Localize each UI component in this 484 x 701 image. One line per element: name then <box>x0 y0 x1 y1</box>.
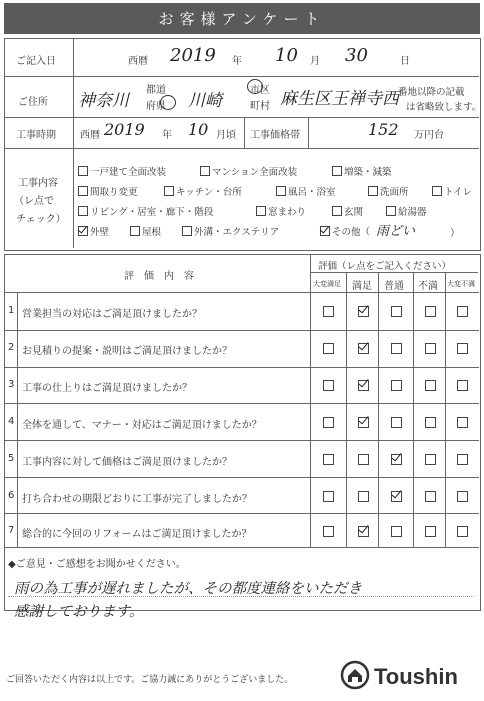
price-value: 152 <box>368 120 399 139</box>
construction-year-unit: 年 <box>162 130 172 141</box>
rating-checkbox-checked-icon[interactable] <box>358 306 369 317</box>
entry-date-label: ご記入日 <box>16 56 56 67</box>
rating-checkbox-icon[interactable] <box>425 491 436 502</box>
entry-date-day: 30 <box>345 45 368 66</box>
work-option-washroom[interactable]: 洗面所 <box>368 184 409 198</box>
rating-checkbox-icon[interactable] <box>391 343 402 354</box>
price-unit: 万円台 <box>414 130 444 141</box>
rating-checkbox-icon[interactable] <box>391 417 402 428</box>
rating-checkbox-icon[interactable] <box>323 526 334 537</box>
rating-checkbox-checked-icon[interactable] <box>358 526 369 537</box>
work-option-kitchen[interactable]: キッチン・台所 <box>164 184 242 198</box>
work-other-close: ） <box>450 228 460 239</box>
question-text: お見積りの提案・説明はご満足頂けましたか？ <box>22 346 232 357</box>
question-number: 2 <box>8 342 15 353</box>
rating-checkbox-icon[interactable] <box>358 491 369 502</box>
rating-checkbox-icon[interactable] <box>391 526 402 537</box>
rating-checkbox-checked-icon[interactable] <box>391 454 402 465</box>
rating-checkbox-icon[interactable] <box>457 526 468 537</box>
address-note-2: は省略致します。 <box>406 102 482 113</box>
question-number: 6 <box>8 490 15 501</box>
checkbox-icon <box>182 226 192 236</box>
construction-month-unit: 月頃 <box>216 130 236 141</box>
rating-checkbox-icon[interactable] <box>457 343 468 354</box>
checkbox-icon <box>200 166 210 176</box>
work-option-extension[interactable]: 増築・減築 <box>332 164 392 178</box>
work-option-mansion[interactable]: マンション全面改装 <box>200 164 297 178</box>
entry-date-year: 2019 <box>170 45 216 66</box>
checkbox-icon <box>386 206 396 216</box>
rating-checkbox-icon[interactable] <box>425 526 436 537</box>
brand-name: Toushin <box>374 664 458 689</box>
work-option-water-heater[interactable]: 給湯器 <box>386 204 427 218</box>
address-city-option-1: 市区 <box>250 85 270 96</box>
rating-checkbox-icon[interactable] <box>425 417 436 428</box>
rating-column-normal: 普通 <box>384 281 404 292</box>
rating-checkbox-icon[interactable] <box>323 417 334 428</box>
survey-title: お客様アンケート <box>4 3 480 34</box>
rating-checkbox-checked-icon[interactable] <box>358 380 369 391</box>
construction-month: 10 <box>188 120 209 139</box>
rating-checkbox-checked-icon[interactable] <box>358 343 369 354</box>
checkbox-checked-icon <box>320 226 330 236</box>
pref-circle-mark <box>160 95 176 110</box>
construction-period-label: 工事時期 <box>16 130 56 141</box>
comments-label: ◆ご意見・ご感想をお聞かせください。 <box>8 559 186 570</box>
rating-checkbox-icon[interactable] <box>425 380 436 391</box>
work-content-label-3: チェック） <box>16 214 66 225</box>
rating-checkbox-icon[interactable] <box>358 454 369 465</box>
city-circle-mark <box>247 79 263 94</box>
comments-line-1: 雨の為工事が遅れましたが、その都度連絡をいただき <box>14 581 362 597</box>
evaluation-rating-header: 評価（レ点をご記入ください） <box>318 261 452 272</box>
checkbox-checked-icon <box>78 226 88 236</box>
work-option-bath[interactable]: 風呂・浴室 <box>276 184 336 198</box>
address-prefecture: 神奈川 <box>78 91 129 111</box>
work-option-toilet[interactable]: トイレ <box>432 184 472 198</box>
rating-column-dissatisfied: 不満 <box>418 281 438 292</box>
address-label: ご住所 <box>18 97 48 108</box>
rating-checkbox-icon[interactable] <box>323 380 334 391</box>
question-text: 打ち合わせの期限どおりに工事が完了しましたか？ <box>22 494 252 505</box>
question-number: 1 <box>8 305 15 316</box>
work-option-exterior[interactable]: 外溝・エクステリア <box>182 224 279 238</box>
address-note-1: 番地以降の記載 <box>398 87 465 98</box>
rating-checkbox-icon[interactable] <box>425 343 436 354</box>
rating-checkbox-icon[interactable] <box>391 380 402 391</box>
rating-checkbox-icon[interactable] <box>457 454 468 465</box>
question-number: 4 <box>8 416 15 427</box>
rating-checkbox-checked-icon[interactable] <box>391 491 402 502</box>
rating-column-very-satisfied: 大変満足 <box>313 280 341 288</box>
rating-checkbox-icon[interactable] <box>391 306 402 317</box>
work-option-exterior-wall[interactable]: 外壁 <box>78 224 109 238</box>
checkbox-icon <box>78 186 88 196</box>
question-number: 3 <box>8 379 15 390</box>
rating-checkbox-icon[interactable] <box>457 306 468 317</box>
rating-checkbox-icon[interactable] <box>323 491 334 502</box>
question-text: 全体を通して、マナー・対応はご満足頂けましたか？ <box>22 420 262 431</box>
rating-checkbox-icon[interactable] <box>457 491 468 502</box>
evaluation-content-header: 評 価 内 容 <box>124 271 194 282</box>
question-number: 5 <box>8 453 15 464</box>
rating-checkbox-icon[interactable] <box>457 417 468 428</box>
checkbox-icon <box>256 206 266 216</box>
work-other-text: 雨どい <box>376 224 416 239</box>
checkbox-icon <box>332 166 342 176</box>
address-pref-option-1: 都道 <box>146 85 166 96</box>
entry-date-day-unit: 日 <box>400 56 410 67</box>
construction-year: 2019 <box>104 120 145 139</box>
comments-line-2: 感謝しております。 <box>14 604 144 620</box>
checkbox-icon <box>78 206 88 216</box>
entry-date-month-unit: 月 <box>310 56 320 67</box>
rating-checkbox-icon[interactable] <box>323 343 334 354</box>
rating-checkbox-icon[interactable] <box>323 454 334 465</box>
rating-column-satisfied: 満足 <box>352 281 372 292</box>
toushin-logo-icon <box>340 660 370 690</box>
footer-text: ご回答いただく内容は以上です。ご協力誠にありがとうございました。 <box>6 675 294 685</box>
question-text: 営業担当の対応はご満足頂けましたか？ <box>22 309 202 320</box>
rating-checkbox-icon[interactable] <box>323 306 334 317</box>
rating-column-very-dissatisfied: 大変不満 <box>447 280 475 288</box>
rating-checkbox-icon[interactable] <box>425 454 436 465</box>
work-content-label-2: （レ点で <box>14 196 54 207</box>
checkbox-icon <box>368 186 378 196</box>
work-option-other[interactable]: その他（ <box>320 224 370 238</box>
question-text: 総合的に今回のリフォームはご満足頂けましたか？ <box>22 529 252 540</box>
rating-checkbox-icon[interactable] <box>425 306 436 317</box>
address-pref-option-2: 府県 <box>146 101 166 112</box>
work-option-full-house[interactable]: 一戸建て全面改装 <box>78 164 166 178</box>
work-option-living[interactable]: リビング・居室・廊下・階段 <box>78 204 213 218</box>
checkbox-icon <box>164 186 174 196</box>
entry-date-year-unit: 年 <box>232 56 242 67</box>
address-ward: 麻生区王禅寺西 <box>280 89 399 109</box>
rating-checkbox-checked-icon[interactable] <box>358 417 369 428</box>
question-text: 工事の仕上りはご満足頂けましたか？ <box>22 383 192 394</box>
checkbox-icon <box>432 186 442 196</box>
address-city: 川崎 <box>188 91 222 111</box>
work-content-label-1: 工事内容 <box>18 178 58 189</box>
entry-date-era: 西暦 <box>128 56 148 67</box>
entry-date-month: 10 <box>275 45 298 66</box>
question-text: 工事内容に対して価格はご満足頂けましたか？ <box>22 457 232 468</box>
work-option-roof[interactable]: 屋根 <box>130 224 161 238</box>
checkbox-icon <box>130 226 140 236</box>
address-city-option-2: 町村 <box>250 101 270 112</box>
question-number: 7 <box>8 525 15 536</box>
construction-era: 西暦 <box>80 130 100 141</box>
checkbox-icon <box>332 206 342 216</box>
work-option-entrance[interactable]: 玄関 <box>332 204 363 218</box>
checkbox-icon <box>78 166 88 176</box>
price-range-label: 工事価格帯 <box>250 130 300 141</box>
work-option-window[interactable]: 窓まわり <box>256 204 306 218</box>
checkbox-icon <box>276 186 286 196</box>
rating-checkbox-icon[interactable] <box>457 380 468 391</box>
work-option-layout[interactable]: 間取り変更 <box>78 184 138 198</box>
